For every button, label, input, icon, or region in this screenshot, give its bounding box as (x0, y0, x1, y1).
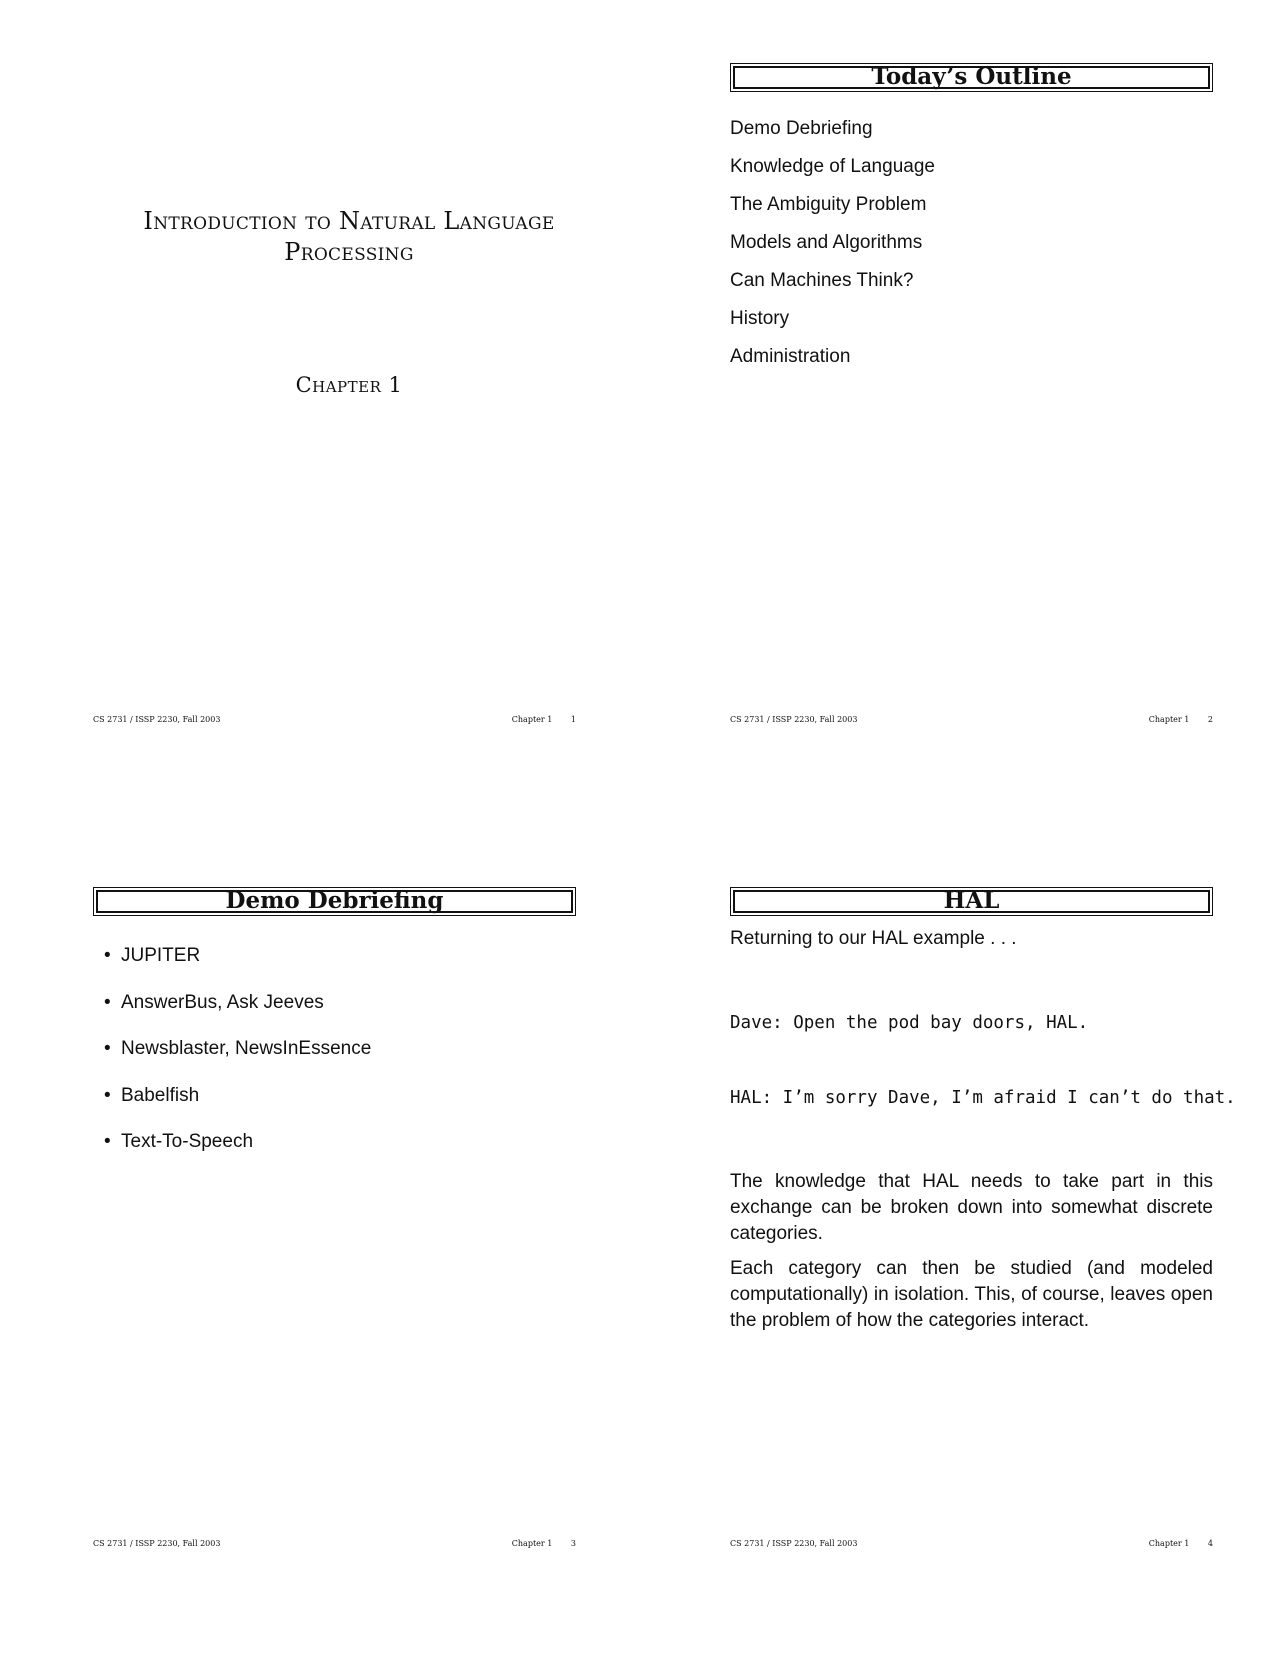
list-item-text: Newsblaster, NewsInEssence (121, 1038, 372, 1059)
chapter-label: Chapter 1 (295, 373, 403, 397)
list-item (104, 1034, 371, 1081)
footer-course: CS 2731 / ISSP 2230, Fall 2003 (730, 715, 858, 724)
title-line-1: Introduction to Natural Language (143, 207, 555, 235)
list-item (104, 1081, 371, 1128)
list-item-text: JUPITER (121, 945, 201, 966)
list-item-text: Babelfish (121, 1084, 200, 1106)
bullet-list (104, 941, 371, 1174)
list-item (104, 1127, 371, 1174)
slide-heading-box (93, 887, 576, 916)
footer-chapter: Chapter 1 (1148, 1539, 1190, 1548)
outline-item: Can Machines Think? (730, 270, 914, 291)
list-item (104, 941, 371, 988)
slide-heading-box (730, 887, 1213, 916)
footer-course: CS 2731 / ISSP 2230, Fall 2003 (93, 1539, 221, 1548)
bullet-icon: • (104, 1038, 111, 1059)
dialog-line-hal: HAL: I’m sorry Dave, I’m afraid I can’t do that. (730, 1088, 1236, 1108)
footer-chapter: Chapter 1 (511, 1539, 553, 1548)
footer-page-number: 3 (570, 1539, 576, 1548)
slide-hal (730, 884, 1242, 1644)
slide-demo-debriefing (93, 884, 605, 1644)
outline-item: Knowledge of Language (730, 156, 935, 177)
list-item-text: Text-To-Speech (121, 1131, 254, 1152)
slide-heading: Demo Debriefing (225, 887, 444, 914)
slide-footer (730, 1539, 1213, 1548)
outline-item: Administration (730, 346, 851, 367)
dialog-block (730, 961, 1236, 1161)
outline-item: The Ambiguity Problem (730, 194, 927, 215)
footer-chapter: Chapter 1 (1148, 715, 1190, 724)
slide-footer (730, 715, 1213, 724)
slide-heading-box (730, 63, 1213, 92)
dialog-line-dave: Dave: Open the pod bay doors, HAL. (730, 1013, 1089, 1033)
presentation-title (93, 206, 605, 268)
footer-page-number: 2 (1207, 715, 1213, 724)
bullet-icon: • (104, 945, 111, 966)
footer-course: CS 2731 / ISSP 2230, Fall 2003 (93, 715, 221, 724)
footer-page-number: 1 (570, 715, 576, 724)
bullet-icon: • (104, 991, 111, 1013)
footer-chapter: Chapter 1 (511, 715, 553, 724)
intro-paragraph: Returning to our HAL example . . . (730, 928, 1017, 949)
slide-footer (93, 715, 576, 724)
bullet-icon: • (104, 1131, 111, 1152)
slide-footer (93, 1539, 576, 1548)
outline-list (730, 110, 935, 376)
outline-item: Demo Debriefing (730, 118, 873, 139)
slide-title (93, 60, 605, 820)
body-paragraph: The knowledge that HAL needs to take part in this exchange can be broken down into somewhat discrete categories. (730, 1171, 1213, 1244)
list-item (104, 988, 371, 1035)
outline-item: History (730, 308, 790, 329)
body-paragraph: Each category can then be studied (and modeled computationally) in isolation. This, of course, leaves open the problem of how the categories interact. (730, 1258, 1213, 1331)
slide-heading: Today’s Outline (871, 63, 1072, 90)
title-line-2: Processing (284, 238, 414, 266)
bullet-icon: • (104, 1084, 111, 1106)
footer-page-number: 4 (1207, 1539, 1213, 1548)
slide-heading: HAL (943, 887, 1000, 914)
slide-outline (730, 60, 1242, 820)
outline-item: Models and Algorithms (730, 232, 923, 253)
footer-course: CS 2731 / ISSP 2230, Fall 2003 (730, 1539, 858, 1548)
list-item-text: AnswerBus, Ask Jeeves (121, 991, 324, 1013)
slide-body (730, 926, 1236, 1343)
